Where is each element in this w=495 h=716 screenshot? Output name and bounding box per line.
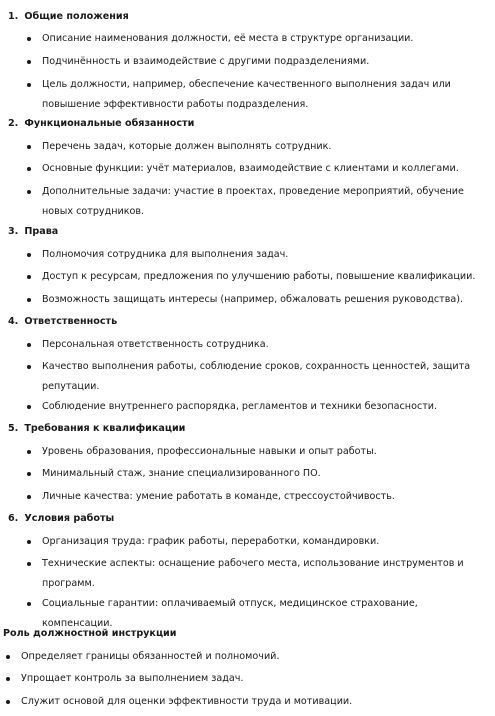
list-item: Служит основой для оценки эффективности труда и мотивации. bbox=[21, 692, 481, 712]
list-item: Доступ к ресурсам, предложения по улучшению работы, повышение квалификации. bbox=[42, 267, 482, 287]
section-heading bbox=[8, 222, 58, 242]
section-title: Функциональные обязанности bbox=[24, 118, 195, 129]
list-item: Личные качества: умение работать в команде, стрессоустойчивость. bbox=[42, 487, 482, 507]
list-item: Технические аспекты: оснащение рабочего места, использование инструментов и программ. bbox=[42, 554, 482, 594]
list-item: Описание наименования должности, её места в структуре организации. bbox=[42, 29, 482, 49]
list-item: Дополнительные задачи: участие в проектах, проведение мероприятий, обучение новых сотрудников. bbox=[42, 182, 482, 222]
section-heading bbox=[8, 509, 114, 529]
section-title: Общие положения bbox=[24, 11, 129, 22]
section-number: 3. bbox=[8, 226, 19, 237]
list-item: Возможность защищать интересы (например, обжаловать решения руководства). bbox=[42, 290, 482, 310]
list-item: Подчинённость и взаимодействие с другими подразделениями. bbox=[42, 52, 482, 72]
list-item: Персональная ответственность сотрудника. bbox=[42, 335, 482, 355]
section-title: Ответственность bbox=[24, 316, 118, 327]
section-number: 2. bbox=[8, 118, 19, 129]
list-item: Минимальный стаж, знание специализированного ПО. bbox=[42, 464, 482, 484]
section-title: Права bbox=[24, 226, 59, 237]
list-item: Цель должности, например, обеспечение качественного выполнения задач или повышение эффективности работы подразделения. bbox=[42, 75, 482, 115]
list-item: Соблюдение внутреннего распорядка, регламентов и техники безопасности. bbox=[42, 397, 482, 417]
list-item: Качество выполнения работы, соблюдение сроков, сохранность ценностей, защита репутации. bbox=[42, 357, 482, 397]
section-number: 1. bbox=[8, 11, 19, 22]
section-title: Требования к квалификации bbox=[24, 423, 186, 434]
section-number: 6. bbox=[8, 513, 19, 524]
section-number: 4. bbox=[8, 316, 19, 327]
section-heading bbox=[8, 114, 194, 134]
list-item: Уровень образования, профессиональные навыки и опыт работы. bbox=[42, 442, 482, 462]
section-heading bbox=[8, 7, 129, 27]
list-item: Полномочия сотрудника для выполнения задач. bbox=[42, 245, 482, 265]
list-item: Упрощает контроль за выполнением задач. bbox=[21, 669, 481, 689]
section-heading bbox=[8, 419, 185, 439]
list-item: Социальные гарантии: оплачиваемый отпуск, медицинское страхование, компенсации. bbox=[42, 594, 482, 634]
list-item: Перечень задач, которые должен выполнять сотрудник. bbox=[42, 137, 482, 157]
list-item: Определяет границы обязанностей и полномочий. bbox=[21, 647, 481, 667]
list-item: Организация труда: график работы, переработки, командировки. bbox=[42, 532, 482, 552]
list-item: Основные функции: учёт материалов, взаимодействие с клиентами и коллегами. bbox=[42, 159, 482, 179]
section-title: Условия работы bbox=[24, 513, 115, 524]
section-heading bbox=[8, 312, 117, 332]
role-heading: Роль должностной инструкции bbox=[3, 628, 177, 639]
section-number: 5. bbox=[8, 423, 19, 434]
